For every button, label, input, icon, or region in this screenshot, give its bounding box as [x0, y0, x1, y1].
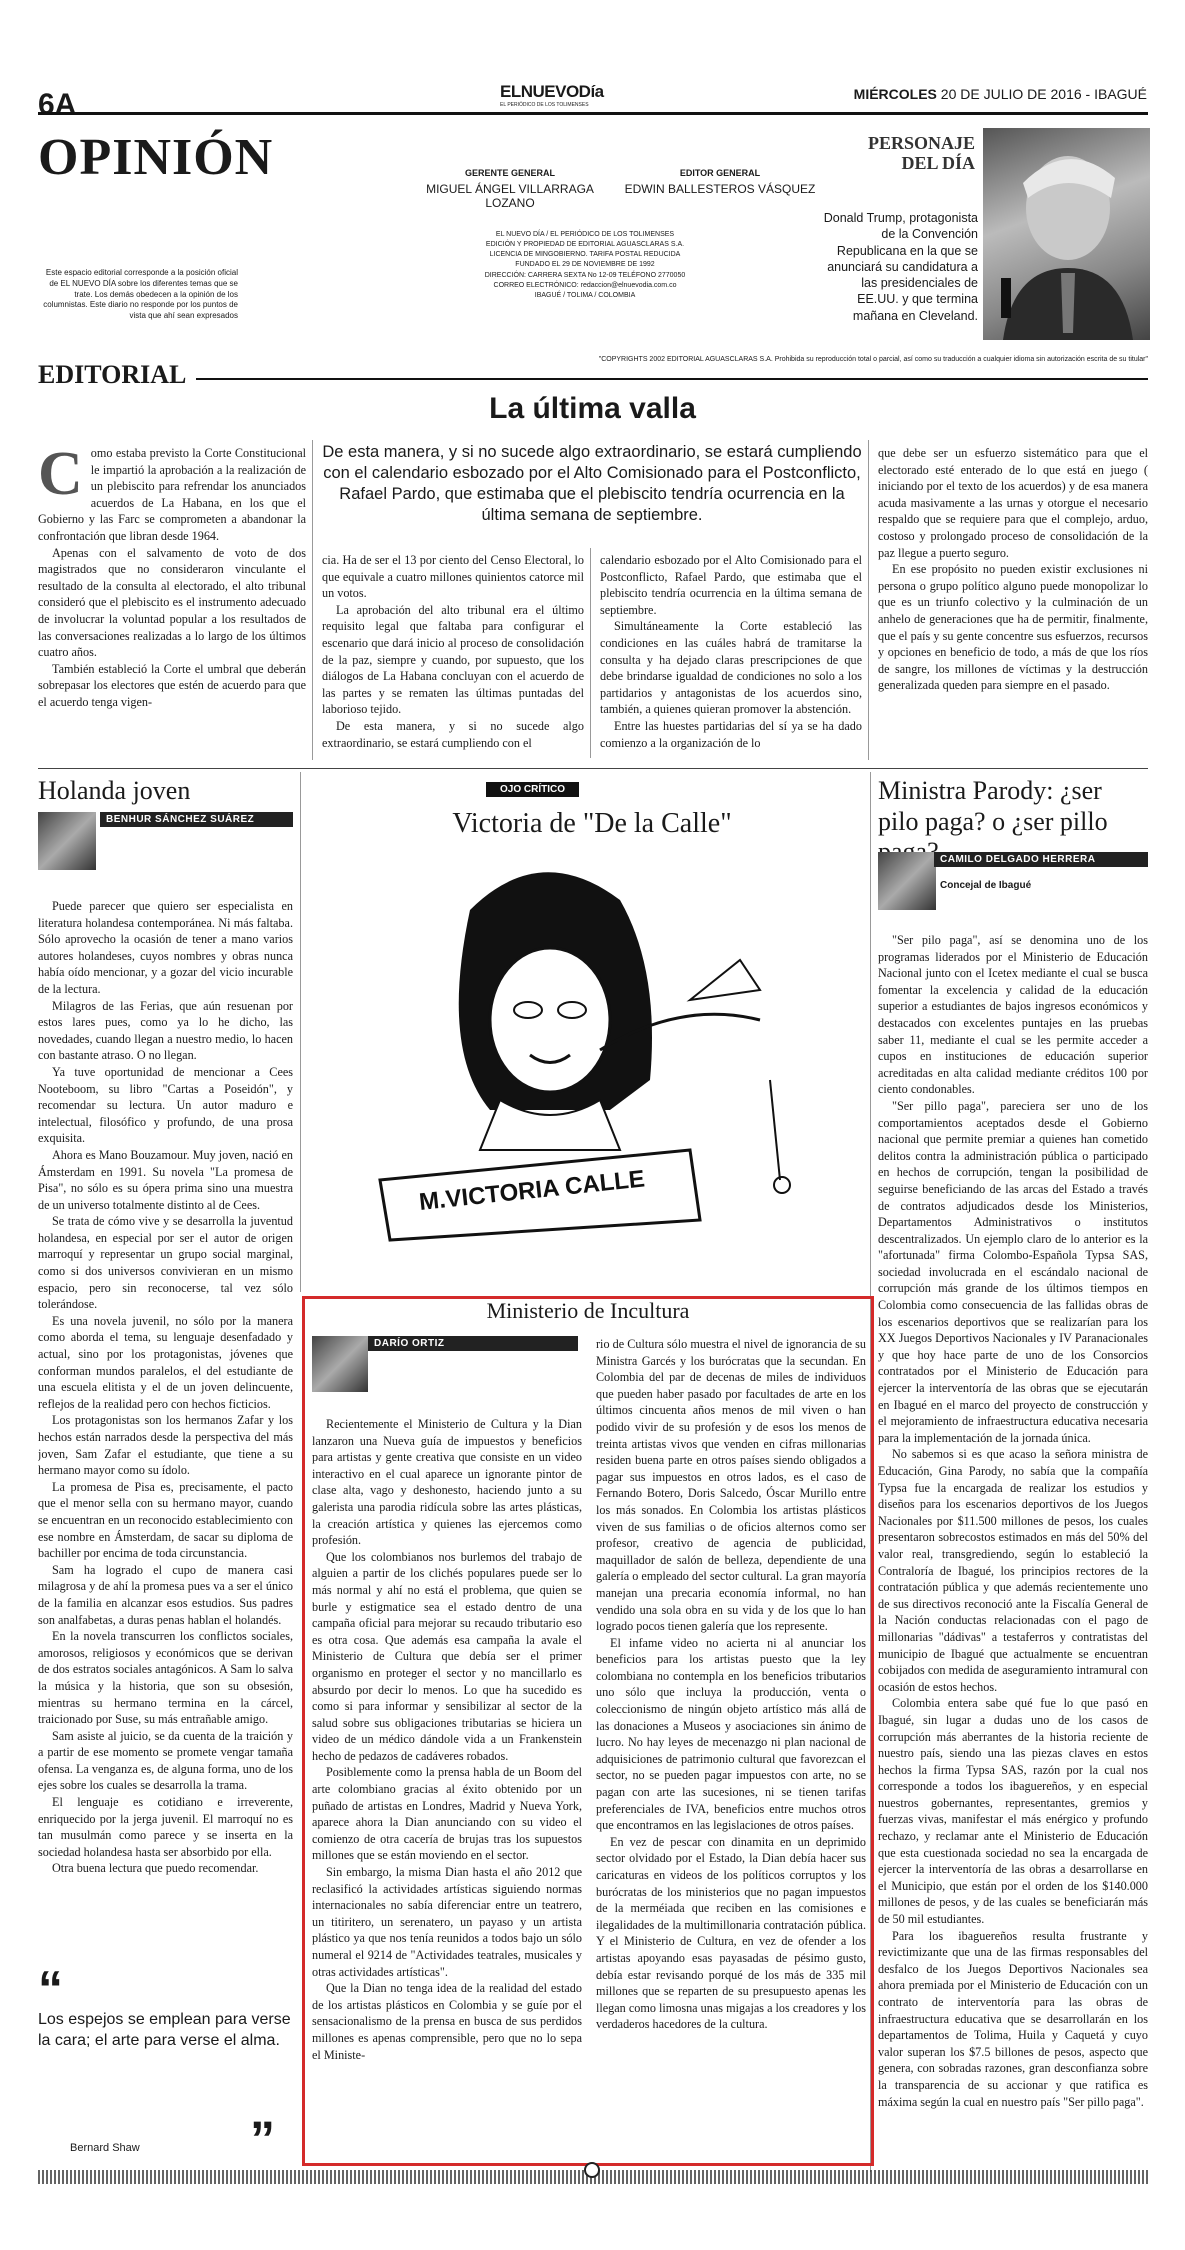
paragraph: que debe ser un esfuerzo sistemático para que el electorado esté enterado de lo que está en juego ( iniciando por el texto de los acuerdos) y de esa manera acuda masivamente a las urnas y otorgue el necesario respaldo que se requiere para que el complejo, arduo, costoso y prolongado proceso de consolidación de la paz llegue a puerto seguro.	[878, 446, 1148, 560]
editor-role: EDITOR GENERAL	[679, 168, 761, 178]
masthead-subtitle: EL PERIÓDICO DE LOS TOLIMENSES	[500, 102, 589, 108]
section-rule	[38, 768, 1148, 769]
editor-name: EDWIN BALLESTEROS VÁSQUEZ	[624, 182, 816, 196]
paragraph: Sam asiste al juicio, se da cuenta de la traición y a partir de ese momento se promete vengar tamaña ofensa. La venganza es, de alguna forma, uno de los ejes sobre los cuales se desarrolla la trama.	[38, 1728, 293, 1793]
paragraph: rio de Cultura sólo muestra el nivel de ignorancia de su Ministra Garcés y los burócratas que la secundan. En Colombia del par de decenas de miles de individuos que pueden haber pasado por facultades de arte en los últimos cincuenta años menos de mil viven o han podido vivir de su profesión y de esos los menos de treinta artistas vivos que venden en cifras millonarias residen buena parte en otros países siendo obligados a pagar sus impuestos en otros lados, es el caso de Fernando Botero, Doris Salcedo, Óscar Murillo entre los más sonados. En Colombia los artistas plásticos viven de sus familias o de oficios alternos como ser profesor, creativo de agencia de publicidad, maquillador de salón de belleza, dependiente de una galería o empleado del sector cultural. La gran mayoría manejan una precaria economía informal, no han vendido una sola obra en su vida y de los que lo han logrado pocos tienen galería que los represente.	[596, 1337, 866, 1634]
editorial-column-3	[600, 552, 862, 757]
paragraph: Simultáneamente la Corte estableció las condiciones en las cuáles habrá de tramitarse la consulta y ha dejado claras prescripciones de que debe brindarse igualdad de condiciones no solo a los partidarios y antagonistas de los acuerdos sino, también, a quienes quieran promover la abstención.	[600, 619, 862, 717]
ojo-critico-label: OJO CRÍTICO	[486, 782, 579, 797]
ministerio-author: DARÍO ORTIZ	[368, 1336, 578, 1351]
paragraph: "Ser pilo paga", así se denomina uno de los programas liderados por el Ministerio de Educación Nacional junto con el Icetex mediante el cual se busca fomentar la excelencia y calidad de la educación superior a estudiantes de bajos ingresos económicos y destacados con excelentes puntajes en las pruebas saber 11, mediante el cual se les permite acceder a cupos en instituciones de educación superior acreditadas en alta calidad mediante créditos 100 por ciento condonables.	[878, 933, 1148, 1097]
page-number: 6A	[38, 88, 77, 121]
ministerio-title: Ministerio de Incultura	[486, 1298, 690, 1323]
editorial-rule	[38, 378, 1148, 380]
manager-role: GERENTE GENERAL	[464, 168, 555, 178]
paragraph: Entre las huestes partidarias del sí ya se ha dado comienzo a la organización de lo	[600, 718, 862, 750]
quote-text: Los espejos se emplean para verse la cara; el arte para verse el alma.	[38, 2011, 291, 2049]
cartoon-illustration	[360, 850, 830, 1250]
editorial-headline: La última valla	[489, 392, 696, 425]
manager-block	[405, 168, 615, 210]
legal-line: CORREO ELECTRÓNICO: redaccion@elnuevodia.com.co	[493, 281, 677, 289]
paragraph: No sabemos si es que acaso la señora ministra de Educación, Gina Parody, no sabía que la compañía Typsa fue la encargada de realizar los estudios y diseños para los escenarios deportivos de los Juegos Nacionales por $11.500 millones de pesos, los cuales presentaron sobrecostos estimados en más del 50% del valor real, transgrediendo, según lo estableció la Contraloría de Ibagué, los principios rectores de la contratación pública y que además recientemente uno de sus directivos reconoció ante la Fiscalía General de la Nación conductas relacionadas con el pago de millonarias "dádivas" a testaferros y contratistas del municipio de Ibagué que actualmente se encuentran cobijados con medida de aseguramiento intramural con ocasión de estos hechos.	[878, 1447, 1148, 1694]
paragraph: Milagros de las Ferias, que aún resuenan por estos lares pues, como ya lo he dicho, las novedades, cuando llegan a nuestro medio, lo hacen con bastante atraso. O no llegan.	[38, 998, 293, 1063]
personaje-photo	[983, 128, 1150, 340]
date-rest: 20 DE JULIO DE 2016 - IBAGUÉ	[940, 86, 1147, 102]
paragraph: Se trata de cómo vive y se desarrolla la juventud holandesa, en especial por ser el autor de origen marroquí y representar un grupo social marginal, como si dos universos convivieran en un mismo espacio, pero sin reconocerse, tal vez sólo tolerándose.	[38, 1214, 293, 1312]
legal-line: DIRECCIÓN: CARRERA SEXTA No 12-09 TELÉFONO 2770050	[484, 271, 686, 279]
quote-author: Bernard Shaw	[70, 2142, 140, 2154]
manager-name: MIGUEL ÁNGEL VILLARRAGA LOZANO	[426, 182, 594, 210]
paragraph: Apenas con el salvamento de voto de dos magistrados que no consideraron vinculante el resultado de la consulta al electorado, el alto tribunal consideró que el plebiscito es el instrumento adecuado de involucrar la voluntad popular a los resultados de las conversaciones realizadas a lo largo de los últimos cuatro años.	[38, 545, 306, 660]
paragraph: calendario esbozado por el Alto Comisionado para el Postconflicto, Rafael Pardo, que estimaba que el plebiscito tendría ocurrencia en la última semana de septiembre.	[600, 553, 862, 617]
column-rule	[590, 548, 591, 758]
ministerio-byline	[368, 1336, 578, 1351]
paragraph: Posiblemente como la prensa habla de un Boom del arte colombiano gracias al éxito obtenido por un puñado de artistas en Londres, Madrid y Nueva York, aparece ahora la Dian anunciando con su video el comienzo de otra cacería de brujas tras los supuestos millones que se están moviendo en el sector.	[312, 1765, 582, 1863]
portrait-illustration	[983, 128, 1150, 340]
parody-title: Ministra Parody: ¿ser pilo paga? o ¿ser pillo	[878, 776, 1108, 836]
paragraph: Que la Dian no tenga idea de la realidad del estado de los artistas plásticos en Colombia y se guíe por el sensacionalismo de la prensa en busca de sus perdidos millones es apenas comprensible, pero que no lo sepa el Ministe-	[312, 1981, 582, 2062]
masthead-logo: ELNUEVODía	[500, 82, 604, 101]
paragraph: La promesa de Pisa es, precisamente, el pacto que el menor sella con su hermano mayor, cuando se encuentran en un reconocido establecimiento con ese nombre en Ámsterdam, de sacar su diploma de bachiller por encima de toda circunstancia.	[38, 1479, 293, 1561]
editorial-column-2	[322, 552, 584, 757]
parody-author: CAMILO DELGADO HERRERA	[934, 852, 1148, 867]
holanda-author: BENHUR SÁNCHEZ SUÁREZ	[100, 812, 293, 827]
editorial-disclaimer: Este espacio editorial corresponde a la posición oficial de EL NUEVO DÍA sobre los diferentes temas que se trate. Los demás obedecen a la opinión de los columnistas. Este diario no responde por los puntos de vista que ahí sean expresados	[43, 268, 238, 321]
paragraph: cia. Ha de ser el 13 por ciento del Censo Electoral, lo que equivale a cuatro millones quinientos catorce mil un votos.	[322, 553, 584, 601]
paragraph: Que los colombianos nos burlemos del trabajo de alguien a partir de los clichés populares puede ser lo más normal y ahí no está el problema, que quien se burle y estigmatice sea el estado dentro de una campaña oficial para mejorar su recaudo tributario eso es otra cosa. Que además esa campaña la avale el Ministerio de Cultura que debía ser el primer organismo en proteger el sector y no mancillarlo es absurdo por decir lo menos. Lo que ha sucedido es como si para informar y sensibilizar al sector de la salud sobre sus obligaciones tributarias se hiciera un video de un médico dándole vida a un Frankenstein hecho de pedazos de cadáveres robados.	[312, 1549, 582, 1763]
date-line	[854, 86, 1147, 102]
paragraph: Para los ibaguereños resulta frustrante y revictimizante que una de las firmas responsables del desfalco de los Juegos Deportivos Nacionales sea ahora premiada por el Ministerio de Educación con un contrato de interventoría para las obras de infraestructura educativa que se desarrollarán en los departamentos de Tolima, Huila y Caquetá y cuyo valor superan los $7.5 billones de pesos, aspecto que genera, con sobradas razones, gran desconfianza sobre la transparencia de su accionar y que ratifica es máxima según la cual en nuestro país "Ser pillo paga".	[878, 1928, 1148, 2109]
parody-author-photo	[878, 852, 936, 910]
holanda-title: Holanda joven	[38, 776, 191, 805]
holanda-body	[38, 898, 293, 1983]
parody-byline	[934, 852, 1148, 867]
paragraph: El infame video no acierta ni al anunciar los beneficios para los artistas puesto que la ley colombiana no contempla en los beneficios tributarios uno sólo que incluya la producción, venta o coleccionismo de ningún objeto artístico más allá de las donaciones a Museos y asociaciones sin ánimo de lucro. No hay leyes de mecenazgo ni plan nacional de adquisiciones de patrimonio cultural que favorezcan el sector, no se pueden pagar impuestos con arte, no se pagan con arte las sucesiones, ni se tienen tarifas preferenciales de IVA, beneficios entre muchos otros que encontramos en las legislaciones de otros países.	[596, 1635, 866, 1833]
editorial-column-1	[38, 445, 306, 760]
column-rule	[312, 440, 313, 760]
paragraph: En la novela transcurren los conflictos sociales, amorosos, religiosos y económicos que se derivan de dos estratos sociales antagónicos. A Sam lo salva la música y la historia, que son su obsesión, mientras su hermano termina en la cárcel, traicionado por Suse, su más entrañable amigo.	[38, 1629, 293, 1727]
cartoon-title: Victoria de "De la Calle"	[452, 808, 732, 839]
quote-open-mark: “	[38, 1961, 63, 2017]
paragraph: omo estaba previsto la Corte Constitucional le impartió la aprobación a la realización de un plebiscito para refrendar los anunciados acuerdos de La Habana, en los que el Gobierno y las Farc se comprometen a abandonar la confrontación que libran desde 1964.	[38, 446, 306, 543]
legal-info	[440, 230, 730, 301]
paragraph: Recientemente el Ministerio de Cultura y la Dian lanzaron una Nueva guía de impuestos y beneficios para artistas y gente creativa que consiste en un video interactivo en el cual aparece un ignorante pintor de clase alta, vago y deshonesto, haciendo junto a su galerista una parodia ridícula sobre las artes plásticas, la creación artística y quienes las ejercemos como profesión.	[312, 1417, 582, 1548]
ministerio-column-1	[312, 1416, 582, 2151]
quote-close-mark: ”	[250, 2111, 275, 2167]
paragraph: Es una novela juvenil, no sólo por la manera como aborda el tema, su lenguaje desenfadado y actual, sino por los protagonistas, jóvenes que conforman mundos paralelos, el del estudiante de una escuela elitista y el de un joven delincuente, reflejos de la realidad pero con hechos ficticios.	[38, 1313, 293, 1411]
date-day: MIÉRCOLES	[853, 86, 937, 102]
legal-line: LICENCIA DE MINGOBIERNO. TARIFA POSTAL REDUCIDA	[489, 251, 681, 259]
paragraph: Los protagonistas son los hermanos Zafar y los hechos están narrados desde la perspectiva del más joven, Sam Zafar el estudiante, que tiene a su hermano mayor como su ídolo.	[38, 1413, 293, 1478]
paragraph: También estableció la Corte el umbral que deberán sobrepasar los electores que estén de acuerdo para que el acuerdo tenga vigen-	[38, 661, 306, 709]
parody-author-role: Concejal de Ibagué	[940, 880, 1032, 891]
top-rule	[38, 112, 1148, 115]
registration-mark-icon	[584, 2162, 600, 2178]
parody-body	[878, 932, 1148, 2152]
ministerio-column-2	[596, 1336, 866, 2151]
paragraph: Otra buena lectura que puedo recomendar.	[52, 1861, 259, 1876]
column-rule	[868, 440, 869, 760]
section-title: OPINIÓN	[38, 129, 274, 186]
paragraph: Sin embargo, la misma Dian hasta el año 2012 que reclasificó la actividades artísticas siguiendo normas internacionales no sabía diferenciar entre un teatrero, un titiritero, un serenatero, un payaso y un artista plástico ya que nos tenía reunidos a todos bajo un sólo numeral el 9214 de "Actividades teatrales, musicales y otras actividades artísticas".	[312, 1865, 582, 1979]
paragraph: Ya tuve oportunidad de mencionar a Cees Nooteboom, su libro "Cartas a Poseidón", y recomendar su lectura. Un autor maduro e intelectual, filosófico y profundo, de una prosa exquisita.	[38, 1064, 293, 1146]
paragraph: Colombia entera sabe qué fue lo que pasó en Ibagué, sin lugar a dudas uno de los casos de corrupción más aberrantes de la historia reciente de nuestro país, siendo una las piezas claves en estos hechos la firma Typsa SAS, razón por la cual nos corresponde a todos los ibaguereños, y en especial nuestros gobernantes, representantes, gremios y fuerzas vivas, manifestar el más enérgico y profundo rechazo, y reclamar ante el Ministerio de Educación que esta cuestionada sociedad no sea la encargada de ejercer la interventoría de las obras a desarrollarse en el Municipio, que están por el orden de los $140.000 millones de pesos, y de las cuales se beneficiarán más de 50 mil estudiantes.	[878, 1696, 1148, 1927]
drop-cap: C	[38, 445, 83, 508]
paragraph: Ahora es Mano Bouzamour. Muy joven, nació en Ámsterdam en 1991. Su novela "La promesa de Pisa", no sólo es su ópera prima sino una muestra de un universo totalmente distinto al de Cees.	[38, 1147, 293, 1212]
paragraph: "Ser pillo paga", pareciera ser uno de los comportamientos aceptados desde el Gobierno nacional que permite premiar a quienes han cometido delitos contra la administración pública o participado en hechos de corrupción, tengan la posibilidad de seguirse beneficiando de las arcas del Estado a través de contratos adjudicados desde los Ministerios, Departamentos Administrativos o institutos descentralizados. Un ejemplo claro de lo anterior es la "afortunada" firma Colombo-Española Typsa SAS, sociedad involucrada en el escándalo nacional de corrupción más grande de los últimos tiempos en Colombia como consecuencia de las fallidas obras de los escenarios deportivos que se realizarían para los XX Juegos Deportivos Nacionales y IV Paranacionales y que hoy hace parte de uno de los Consorcios contratados por el Ministerio de Educación para ejercer la interventoría de las obras que se ejecutarán en Ibagué en el marco del proyecto de construcción y el mejoramiento de infraestructura educativa necesaria para la implementación de la jornada única.	[878, 1098, 1148, 1445]
editorial-label: EDITORIAL	[38, 360, 196, 390]
legal-line: EL NUEVO DÍA / EL PERIÓDICO DE LOS TOLIMENSES	[495, 231, 675, 238]
paragraph: La aprobación del alto tribunal era el último requisito legal que faltaba para configurar el escenario que dará inicio al proceso de consolidación de la paz, siempre y cuando, por supuesto, que los diálogos de La Habana concluyan con el acuerdo de las partes y se rematen las últimas puntadas del laborioso tejido.	[322, 602, 584, 717]
paragraph: Sam ha logrado el cupo de manera casi milagrosa y de ahí la promesa pues va a ser el único de la familia en alcanzar esos estudios. Sus padres son analfabetas, a duras penas hablan el holandés.	[38, 1562, 293, 1627]
personaje-title: PERSONAJE DEL DÍA	[867, 133, 975, 173]
paragraph: El lenguaje es cotidiano e irreverente, enriquecido por la jerga juvenil. El marroquí no es tan musulmán como parece y se inserta en la sociedad holandesa hasta ser absorbido por ella.	[38, 1795, 293, 1859]
column-rule	[300, 772, 301, 1292]
cartoon-sign-text: M.VICTORIA CALLE	[417, 1165, 647, 1216]
holanda-byline	[38, 812, 293, 827]
legal-line: FUNDADO EL 29 DE NOVIEMBRE DE 1992	[515, 261, 655, 269]
copyright-notice: "COPYRIGHTS 2002 EDITORIAL AGUASCLARAS S.A. Prohibida su reproducción total o parcial, así como su traducción a cualquier idioma sin autorización escrita de su titular"	[598, 356, 1148, 363]
ministerio-author-photo	[312, 1336, 368, 1392]
legal-line: EDICIÓN Y PROPIEDAD DE EDITORIAL AGUASCLARAS S.A.	[485, 241, 685, 249]
legal-line: IBAGUÉ / TOLIMA / COLOMBIA	[534, 291, 636, 299]
caricature-drawing	[360, 850, 830, 1250]
editor-block	[620, 168, 820, 196]
personaje-text: Donald Trump, protagonista de la Convención Republicana en la que se anunciará su candidatura a las presidenciales de EE.UU. y que termina mañana en Cleveland.	[823, 211, 978, 323]
paragraph: En vez de pescar con dinamita en un deprimido sector olvidado por el Estado, la Dian debía hacer sus caricaturas en videos de los políticos corruptos y los burócratas de los ministerios que no pagan impuestos de la merméiada que reciben en las comisiones e ilegalidades de la multimillonaria contratación pública. Y el Ministerio de Cultura, en vez de ofender a los artistas apoyando esas payasadas de pésimo gusto, debía estar revisando porqué de los más de 335 mil millones que se reparten de su presupuesto apenas les llegan como limosna unas migajas a los creadores y los verdaderos hacedores de la cultura.	[596, 1834, 866, 2032]
paragraph: Puede parecer que quiero ser especialista en literatura holandesa contemporánea. Ni más faltaba. Sólo aprovecho la ocasión de tener a mano varios autores holandeses, cuyos nombres y obras nunca había oído mencionar, y a gozar del vicio incurable de la lectura.	[38, 899, 293, 996]
paragraph: En ese propósito no pueden existir exclusiones ni persona o grupo político alguno puede monopolizar lo que es un triunfo colectivo y la culminación de un anhelo de generaciones que ha de permitir, finalmente, que el país y su gente concentre sus esfuerzos, recursos y opciones en beneficio de todo, a más de que los ríos de sangre, los millones de víctimas y la destrucción generalizada queden para siempre en el pasado.	[878, 562, 1148, 693]
paragraph: De esta manera, y si no sucede algo extraordinario, se estará cumpliendo con el	[322, 718, 584, 750]
editorial-pull-quote: De esta manera, y si no sucede algo extraordinario, se estará cumpliendo con el calendario esbozado por el Alto Comisionado para el Postconflicto, Rafael Pardo, que estimaba que el plebiscito tendría ocurrencia en la última semana de septiembre.	[322, 443, 862, 525]
editorial-column-4	[878, 445, 1148, 760]
